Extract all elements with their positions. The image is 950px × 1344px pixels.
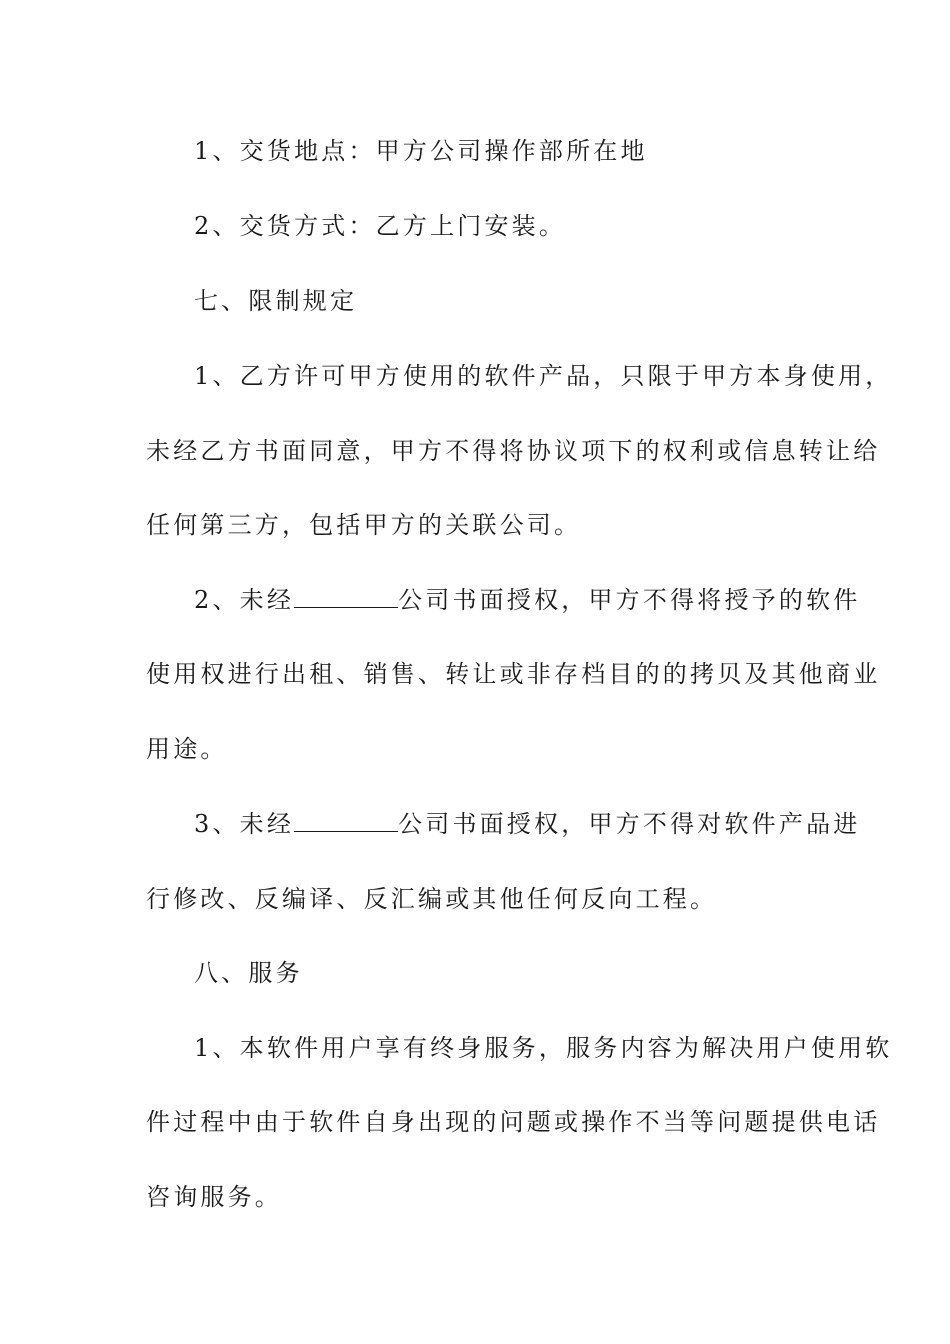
restriction-2-line-2: 使用权进行出租、销售、转让或非存档目的的拷贝及其他商业: [146, 660, 881, 688]
restriction-2-line-1: [194, 585, 864, 615]
delivery-location-line: 1、交货地点：甲方公司操作部所在地: [194, 137, 648, 165]
restriction-3-suffix: 公司书面授权，甲方不得对软件产品进: [398, 810, 861, 838]
restriction-3-line-1: [194, 809, 864, 839]
company-name-blank: [294, 587, 398, 608]
restriction-3-prefix: 3、未经: [194, 810, 295, 838]
restriction-2-line-3: 用途。: [146, 735, 228, 763]
restriction-3-line-2: 行修改、反编译、反汇编或其他任何反向工程。: [146, 885, 718, 913]
service-1-line-2: 件过程中由于软件自身出现的问题或操作不当等问题提供电话: [146, 1108, 881, 1136]
restriction-2-prefix: 2、未经: [194, 586, 295, 614]
restriction-1-line-3: 任何第三方，包括甲方的关联公司。: [146, 511, 582, 539]
restriction-1-line-1: 1、乙方许可甲方使用的软件产品，只限于甲方本身使用，: [194, 362, 893, 390]
service-1-line-3: 咨询服务。: [146, 1183, 282, 1211]
delivery-method-line: 2、交货方式：乙方上门安装。: [194, 212, 567, 240]
restriction-2-suffix: 公司书面授权，甲方不得将授予的软件: [398, 586, 861, 614]
section-heading-service: 八、服务: [194, 959, 303, 987]
restriction-1-line-2: 未经乙方书面同意，甲方不得将协议项下的权利或信息转让给: [146, 437, 881, 465]
company-name-blank: [294, 811, 398, 832]
service-1-line-1: 1、本软件用户享有终身服务，服务内容为解决用户使用软: [194, 1034, 893, 1062]
section-heading-restrictions: 七、限制规定: [194, 287, 358, 315]
